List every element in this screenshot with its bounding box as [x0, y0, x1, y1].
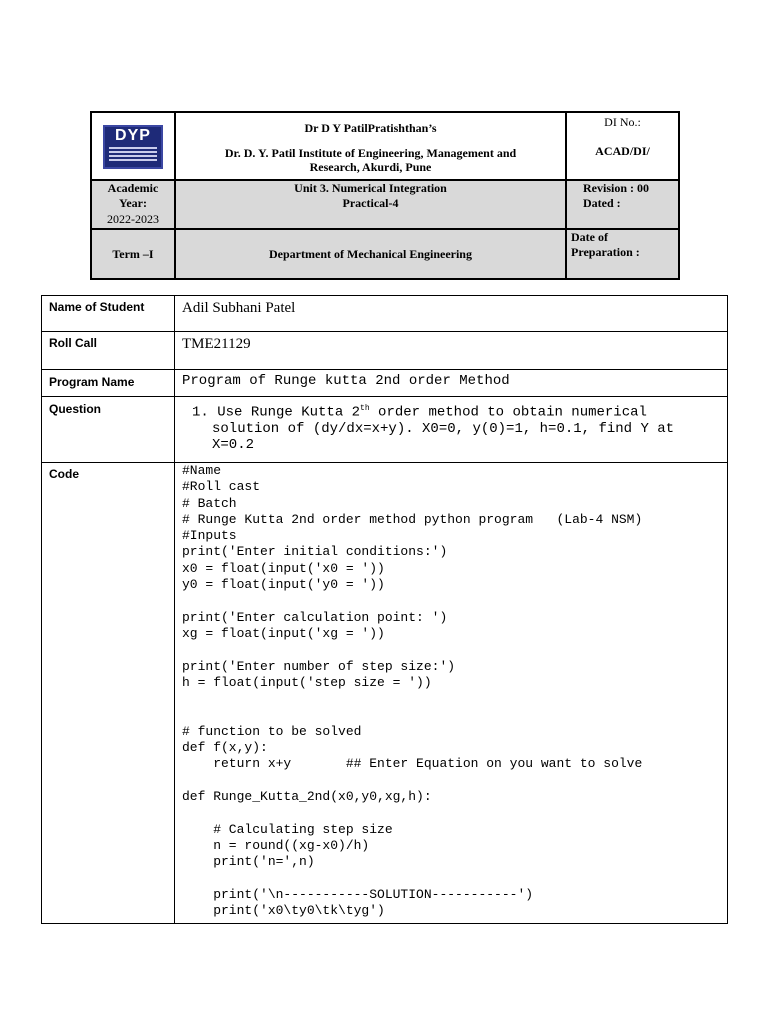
revision: Revision : 00: [583, 181, 649, 195]
table-row: [42, 397, 728, 463]
code-block: #Name #Roll cast # Batch # Runge Kutta 2nd order method python program (Lab-4 NSM) #Inputs print('Enter initial conditions:') x0 = float(input('x0 = ')) y0 = float(input('y0 = ')) print('Enter calculation point: ') xg = float(input('xg = ')) print('Enter number of step size:') h = float(input('step size = ')) # function to be solved def f(x,y): return x+y ## Enter Equation on you want to solve def Runge_Kutta_2nd(x0,y0,xg,h): # Calculating step size n = round((xg-x0)/h) print('n=',n) print('\n-----------SOLUTION-----------') print('x0\ty0\tk\tyg'): [182, 463, 643, 919]
logo-text: DYP: [115, 127, 151, 144]
table-row: [42, 296, 728, 332]
program-name: Program of Runge kutta 2nd order Method: [175, 370, 728, 397]
academic-year-cell: Academic Year: 2022-2023: [91, 180, 175, 229]
code-cell: [175, 463, 728, 924]
di-no-label: DI No.:: [604, 115, 641, 129]
question-label: Question: [42, 397, 175, 463]
di-no-value: ACAD/DI/: [595, 144, 650, 158]
name-label: Name of Student: [42, 296, 175, 332]
practical-title: Practical-4: [342, 196, 399, 210]
trust-name: Dr D Y PatilPratishthan’s: [304, 121, 437, 135]
term-cell: [91, 229, 175, 279]
student-name: Adil Subhani Patel: [175, 296, 728, 332]
department: Department of Mechanical Engineering: [269, 246, 472, 261]
institute-name: Dr. D. Y. Patil Institute of Engineering, Management and Research, Akurdi, Pune: [224, 146, 517, 174]
program-label: Program Name: [42, 370, 175, 397]
institute-logo: [103, 125, 163, 169]
logo-cell: [91, 112, 175, 180]
table-row: [42, 370, 728, 397]
dated: Dated :: [583, 196, 621, 210]
department-cell: [175, 229, 566, 279]
practical-form-table: [41, 295, 728, 924]
roll-value: TME21129: [175, 332, 728, 370]
table-row: [42, 332, 728, 370]
di-number-cell: [566, 112, 679, 180]
table-row: [42, 463, 728, 924]
code-label: Code: [42, 463, 175, 924]
document-header-table: [90, 111, 680, 280]
unit-cell: [175, 180, 566, 229]
date-prep-cell: Date of Preparation :: [566, 229, 679, 279]
academic-year-value: 2022-2023: [107, 212, 159, 226]
unit-title: Unit 3. Numerical Integration: [294, 181, 447, 195]
revision-cell: [566, 180, 679, 229]
question-text: 1. Use Runge Kutta 2th order method to obtain numerical solution of (dy/dx=x+y). X0=0, y(0)=1, h=0.1, find Y at X=0.2: [175, 397, 728, 463]
term: Term –I: [112, 246, 154, 261]
institute-title-cell: [175, 112, 566, 180]
roll-label: Roll Call: [42, 332, 175, 370]
